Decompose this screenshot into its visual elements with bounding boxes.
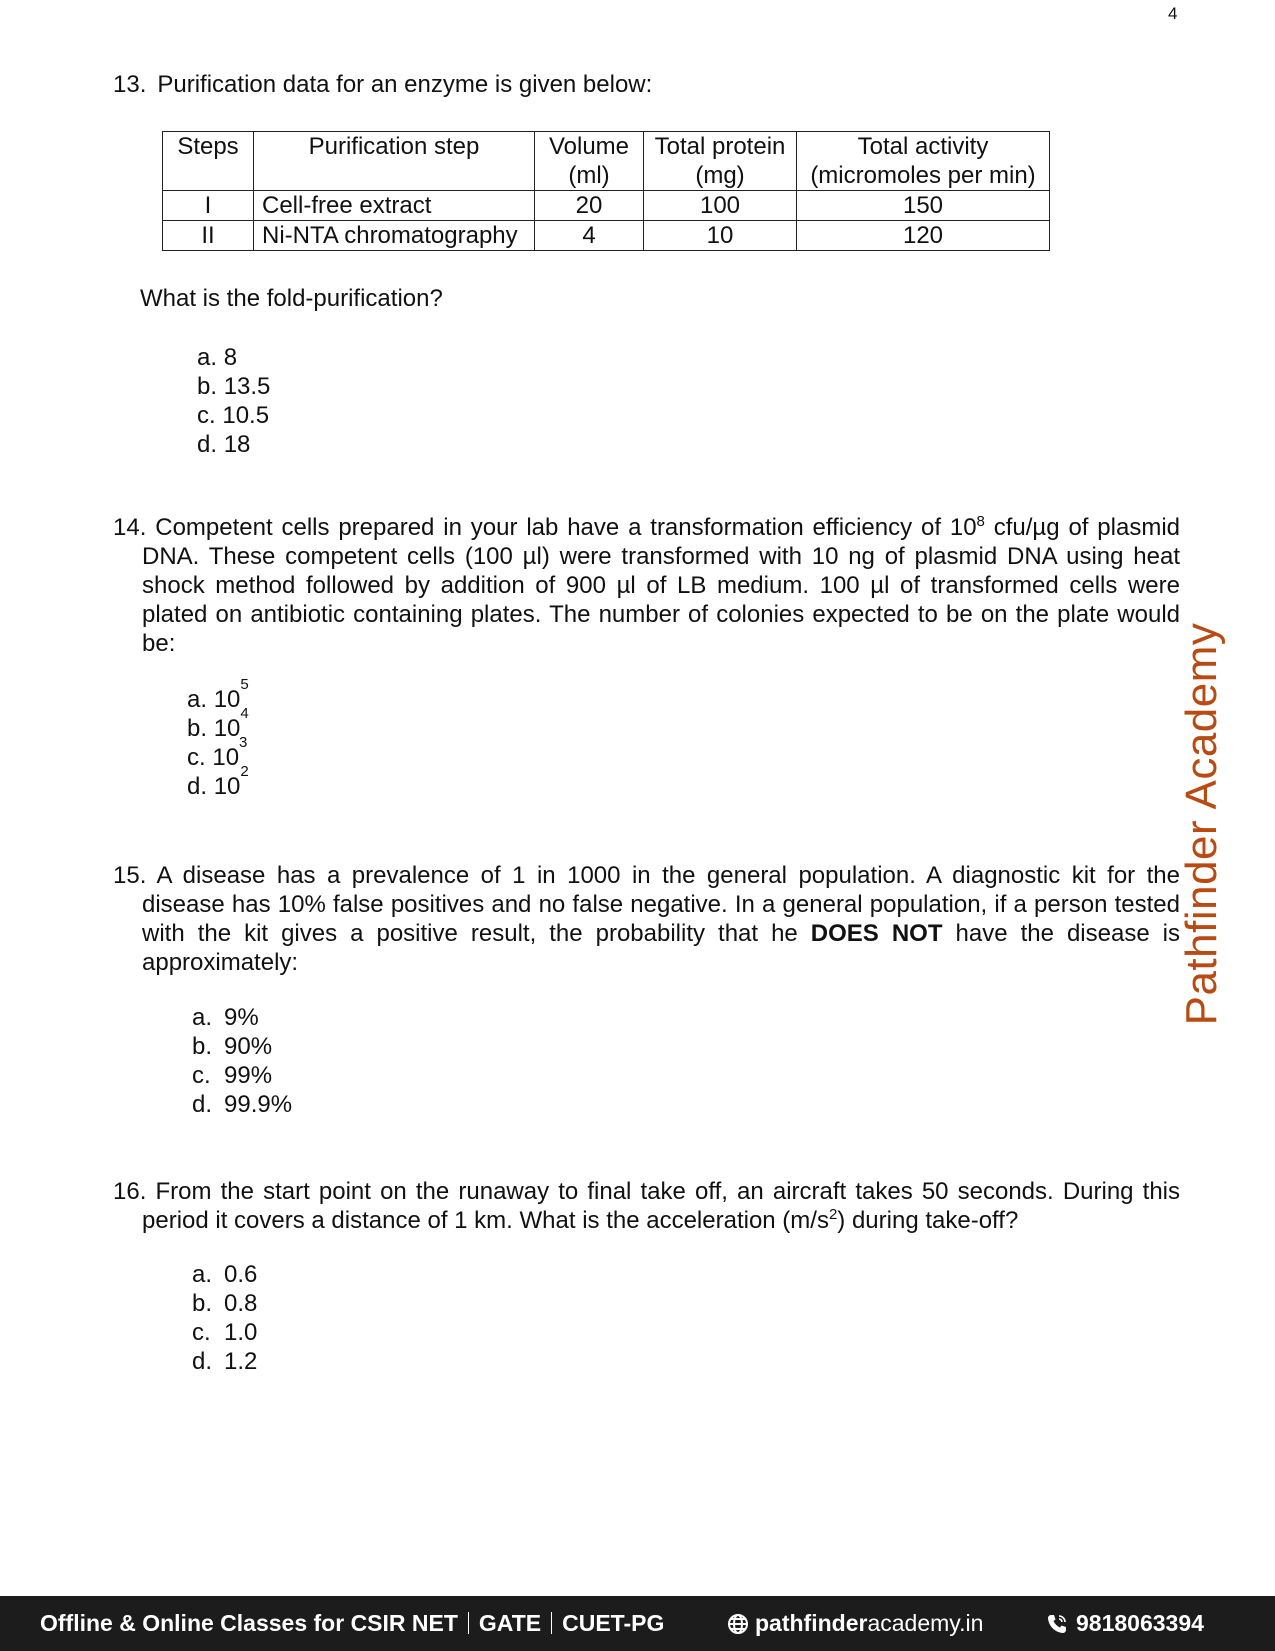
question-13-options — [197, 343, 270, 459]
option-text: 1.0 — [224, 1319, 258, 1346]
option-text: 90% — [224, 1033, 273, 1060]
option-text: 0.6 — [224, 1261, 258, 1288]
option-item[interactable] — [187, 763, 249, 801]
table-cell: II — [163, 221, 254, 251]
question-number: 14. — [113, 514, 147, 541]
option-exponent: 3 — [239, 734, 248, 751]
option-text: 99.9% — [224, 1091, 293, 1118]
question-14 — [113, 513, 1180, 658]
table-header-cell: Purification step — [254, 132, 535, 191]
footer-classes — [40, 1610, 664, 1637]
question-14-options — [187, 676, 249, 801]
superscript: 2 — [828, 1206, 838, 1223]
option-label: b. — [192, 1033, 213, 1060]
footer-divider — [468, 1612, 469, 1634]
option-text: 10.5 — [222, 402, 270, 429]
purification-table — [162, 131, 1050, 251]
table-cell: 20 — [535, 191, 644, 221]
footer-phone[interactable] — [1046, 1610, 1204, 1641]
option-label: b. — [197, 373, 218, 400]
option-item[interactable] — [192, 1260, 257, 1289]
option-text: 10 — [213, 715, 241, 742]
footer-offline-text: Offline & Online Classes for CSIR NET — [40, 1610, 458, 1636]
option-item[interactable] — [192, 1032, 292, 1061]
table-header-cell: Volume (ml) — [535, 132, 644, 191]
table-cell: Ni-NTA chromatography — [254, 221, 535, 251]
option-label: c. — [197, 402, 216, 429]
option-item[interactable] — [197, 372, 270, 401]
watermark-text: Pathfinder Academy — [1177, 622, 1226, 1026]
website-rest: academy.in — [867, 1610, 984, 1636]
option-text: 99% — [224, 1062, 273, 1089]
phone-icon — [1046, 1613, 1068, 1641]
question-text-part: Competent cells prepared in your lab have a transformation efficiency of 10 — [155, 514, 977, 541]
option-label: c. — [187, 744, 206, 771]
phone-number: 9818063394 — [1076, 1610, 1204, 1636]
table-header-row — [163, 132, 1050, 191]
page-number: 4 — [1168, 4, 1178, 23]
question-text-part: have the disease is approximately: — [142, 920, 1181, 976]
emphasis-text: DOES NOT — [810, 920, 943, 947]
question-text: Purification data for an enzyme is given below: — [157, 71, 653, 98]
table-header-cell: Steps — [163, 132, 254, 191]
option-item[interactable] — [192, 1090, 292, 1119]
question-text-part: cfu/µg of plasmid DNA. These competent cells (100 µl) were transformed with 10 ng of plasmid DNA using heat shock method followed by addition of 900 µl of LB medium. 100 µl of transformed cells were plated on antibiotic containing plates. The number of colonies expected to be on the plate would be: — [142, 514, 1181, 657]
table-cell: 150 — [797, 191, 1050, 221]
footer-cuet: CUET-PG — [562, 1610, 665, 1636]
option-label: d. — [187, 773, 208, 800]
option-exponent: 5 — [240, 676, 249, 693]
question-number: 16. — [113, 1178, 147, 1205]
option-text: 8 — [223, 344, 238, 371]
table-cell: I — [163, 191, 254, 221]
option-item[interactable] — [192, 1318, 257, 1347]
option-label: b. — [187, 715, 208, 742]
footer-bar — [0, 1596, 1275, 1651]
option-text: 13.5 — [223, 373, 271, 400]
option-exponent: 4 — [240, 705, 249, 722]
question-text — [113, 1177, 1180, 1235]
question-16 — [113, 1177, 1180, 1235]
option-text: 10 — [213, 773, 241, 800]
option-text: 9% — [224, 1004, 259, 1031]
question-13-prompt: What is the fold-purification? — [140, 285, 443, 312]
question-text-part: A disease has a prevalence of 1 in 1000 in the general population. A diagnostic kit for the disease has 10% false positives and no false negative. In a general population, if a person tested with the kit gives a positive result, the probability that he — [142, 862, 1180, 947]
website-bold: pathfinder — [755, 1610, 868, 1636]
question-number: 13. — [113, 71, 147, 98]
footer-website[interactable] — [727, 1610, 983, 1641]
option-label: d. — [197, 431, 218, 458]
table-row — [163, 221, 1050, 251]
question-text — [113, 861, 1180, 977]
option-text: 0.8 — [224, 1290, 258, 1317]
table-header-cell: Total activity (micromoles per min) — [797, 132, 1050, 191]
option-label: a. — [187, 686, 208, 713]
question-text-part: ) during take-off? — [837, 1207, 1019, 1234]
option-label: a. — [192, 1004, 213, 1031]
table-header-cell: Total protein (mg) — [644, 132, 797, 191]
option-label: c. — [192, 1062, 211, 1089]
option-text: 10 — [213, 686, 241, 713]
question-15-options — [192, 1003, 292, 1119]
option-label: a. — [197, 344, 218, 371]
table-cell: 4 — [535, 221, 644, 251]
option-item[interactable] — [192, 1347, 257, 1376]
table-cell: Cell-free extract — [254, 191, 535, 221]
option-item[interactable] — [197, 343, 270, 372]
option-item[interactable] — [192, 1061, 292, 1090]
option-item[interactable] — [192, 1003, 292, 1032]
table-cell: 100 — [644, 191, 797, 221]
option-label: a. — [192, 1261, 213, 1288]
footer-divider — [551, 1612, 552, 1634]
table-cell: 120 — [797, 221, 1050, 251]
option-exponent: 2 — [240, 763, 249, 780]
option-text: 18 — [223, 431, 251, 458]
option-label: b. — [192, 1290, 213, 1317]
option-text: 10 — [212, 744, 240, 771]
footer-gate: GATE — [478, 1610, 542, 1636]
question-16-options — [192, 1260, 257, 1376]
option-label: c. — [192, 1319, 211, 1346]
superscript: 8 — [976, 513, 985, 530]
globe-icon — [727, 1613, 749, 1641]
table-row — [163, 191, 1050, 221]
question-text — [113, 513, 1180, 658]
option-item[interactable] — [192, 1289, 257, 1318]
option-label: d. — [192, 1348, 213, 1375]
question-13 — [113, 70, 1180, 99]
table-cell: 10 — [644, 221, 797, 251]
option-text: 1.2 — [224, 1348, 258, 1375]
question-text-part: From the start point on the runaway to final take off, an aircraft takes 50 seconds. During this period it covers a distance of 1 km. What is the acceleration (m/s — [142, 1178, 1180, 1234]
option-item[interactable] — [197, 401, 270, 430]
question-number: 15. — [113, 862, 147, 889]
option-item[interactable] — [197, 430, 270, 459]
option-label: d. — [192, 1091, 213, 1118]
question-15 — [113, 861, 1180, 977]
